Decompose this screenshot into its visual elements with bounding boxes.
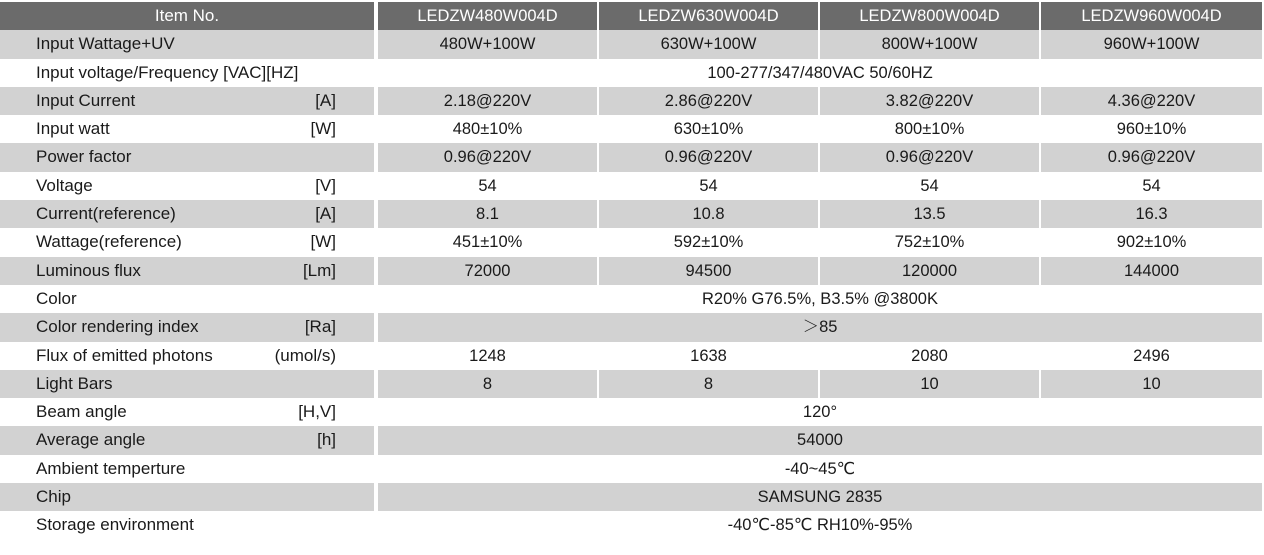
row-label-cell — [0, 285, 374, 313]
row-value: 960±10% — [1116, 120, 1187, 139]
table-row — [0, 200, 1264, 228]
row-label: Input watt — [36, 119, 110, 139]
row-label: Wattage(reference) — [36, 232, 182, 252]
row-value: 451±10% — [452, 233, 523, 252]
row-label: Voltage — [36, 175, 93, 195]
table-row — [0, 115, 1264, 143]
row-unit: [H,V] — [298, 402, 336, 422]
table-row — [0, 228, 1264, 256]
row-value: 800±10% — [894, 120, 965, 139]
row-value: 1638 — [690, 346, 727, 365]
row-value: 94500 — [599, 257, 818, 285]
row-label-cell — [0, 370, 374, 398]
row-value: 72000 — [378, 257, 597, 285]
row-value: 13.5 — [820, 200, 1039, 228]
row-value-span: R20% G76.5%, B3.5% @3800K — [702, 289, 938, 308]
row-value: 480±10% — [452, 120, 523, 139]
row-label-cell — [0, 172, 374, 200]
row-value-span: -40~45℃ — [784, 459, 856, 478]
row-value: 592±10% — [673, 233, 744, 252]
row-value: 10 — [1041, 370, 1262, 398]
row-label-cell — [0, 511, 374, 539]
row-label: Input Current — [36, 90, 136, 110]
row-label-cell — [0, 257, 374, 285]
table-row — [0, 87, 1264, 115]
row-value: 752±10% — [894, 233, 965, 252]
row-label: Chip — [36, 487, 71, 507]
table-row — [0, 483, 1264, 511]
row-unit: [Ra] — [304, 317, 336, 337]
row-value: 630±10% — [673, 120, 744, 139]
row-label-cell — [0, 115, 374, 143]
row-value: 2496 — [1133, 346, 1170, 365]
table-row — [0, 257, 1264, 285]
row-unit: [A] — [315, 204, 336, 224]
row-value-span: ＞85 — [378, 313, 1262, 341]
row-label-cell — [0, 313, 374, 341]
header-model: LEDZW960W004D — [1041, 2, 1262, 30]
row-label-cell — [0, 398, 374, 426]
row-label: Color rendering index — [36, 317, 199, 337]
row-value: 8 — [599, 370, 818, 398]
row-label: Flux of emitted photons — [36, 345, 213, 365]
row-label: Power factor — [36, 147, 132, 167]
table-row — [0, 285, 1264, 313]
row-label: Ambient temperture — [36, 458, 186, 478]
row-value: 144000 — [1041, 257, 1262, 285]
row-value: 16.3 — [1041, 200, 1262, 228]
row-unit: [W] — [310, 232, 336, 252]
header-model: LEDZW800W004D — [820, 2, 1039, 30]
table-row — [0, 313, 1264, 341]
row-value-span: 100-277/347/480VAC 50/60HZ — [707, 63, 933, 82]
row-label-cell — [0, 200, 374, 228]
row-value: 8.1 — [378, 200, 597, 228]
row-label: Color — [36, 288, 77, 308]
row-unit: [Lm] — [302, 260, 336, 280]
row-label-cell — [0, 143, 374, 171]
table-row — [0, 398, 1264, 426]
row-unit: [V] — [315, 175, 336, 195]
row-value: 960W+100W — [1041, 30, 1262, 58]
table-body — [0, 30, 1264, 539]
row-value: 630W+100W — [599, 30, 818, 58]
row-label-cell — [0, 483, 374, 511]
row-label: Light Bars — [36, 373, 113, 393]
row-unit: [W] — [310, 119, 336, 139]
row-label: Luminous flux — [36, 260, 141, 280]
table-row — [0, 342, 1264, 370]
row-value-span: 54000 — [378, 426, 1262, 454]
header-item-label: Item No. — [0, 2, 374, 30]
row-value: 8 — [378, 370, 597, 398]
row-value: 480W+100W — [378, 30, 597, 58]
row-label-cell — [0, 455, 374, 483]
row-unit: (umol/s) — [274, 345, 336, 365]
row-value: 0.96@220V — [820, 143, 1039, 171]
table-row — [0, 511, 1264, 539]
row-value: 10 — [820, 370, 1039, 398]
row-value: 10.8 — [599, 200, 818, 228]
row-value: 120000 — [820, 257, 1039, 285]
row-label-cell — [0, 426, 374, 454]
row-label-cell — [0, 228, 374, 256]
table-row — [0, 143, 1264, 171]
row-label-cell — [0, 87, 374, 115]
table-row — [0, 59, 1264, 87]
row-label: Input voltage/Frequency [VAC][HZ] — [36, 62, 299, 82]
spec-table — [0, 2, 1264, 540]
table-header-row — [0, 2, 1264, 30]
table-row — [0, 172, 1264, 200]
row-label-cell — [0, 59, 374, 87]
row-value: 0.96@220V — [599, 143, 818, 171]
row-value: 54 — [699, 176, 718, 195]
row-value: 2.18@220V — [378, 87, 597, 115]
row-value: 54 — [920, 176, 939, 195]
table-row — [0, 455, 1264, 483]
row-value: 3.82@220V — [820, 87, 1039, 115]
table-row — [0, 370, 1264, 398]
row-unit: [A] — [315, 90, 336, 110]
row-label-cell — [0, 30, 374, 58]
table-row — [0, 30, 1264, 58]
row-value: 2.86@220V — [599, 87, 818, 115]
row-value-span: SAMSUNG 2835 — [378, 483, 1262, 511]
row-unit: [h] — [317, 430, 336, 450]
row-value: 902±10% — [1116, 233, 1187, 252]
row-value: 1248 — [469, 346, 506, 365]
header-model: LEDZW480W004D — [378, 2, 597, 30]
row-label: Beam angle — [36, 402, 127, 422]
header-model: LEDZW630W004D — [599, 2, 818, 30]
row-value: 2080 — [911, 346, 948, 365]
row-label: Average angle — [36, 430, 146, 450]
row-label: Input Wattage+UV — [36, 34, 175, 54]
row-label: Storage environment — [36, 515, 194, 535]
row-value: 4.36@220V — [1041, 87, 1262, 115]
row-value: 0.96@220V — [378, 143, 597, 171]
row-value-span: -40℃-85℃ RH10%-95% — [727, 516, 913, 535]
table-row — [0, 426, 1264, 454]
row-value: 800W+100W — [820, 30, 1039, 58]
row-value: 54 — [478, 176, 497, 195]
row-value-span: 120° — [802, 403, 838, 422]
row-label-cell — [0, 342, 374, 370]
row-value: 54 — [1142, 176, 1161, 195]
row-label: Current(reference) — [36, 204, 176, 224]
row-value: 0.96@220V — [1041, 143, 1262, 171]
